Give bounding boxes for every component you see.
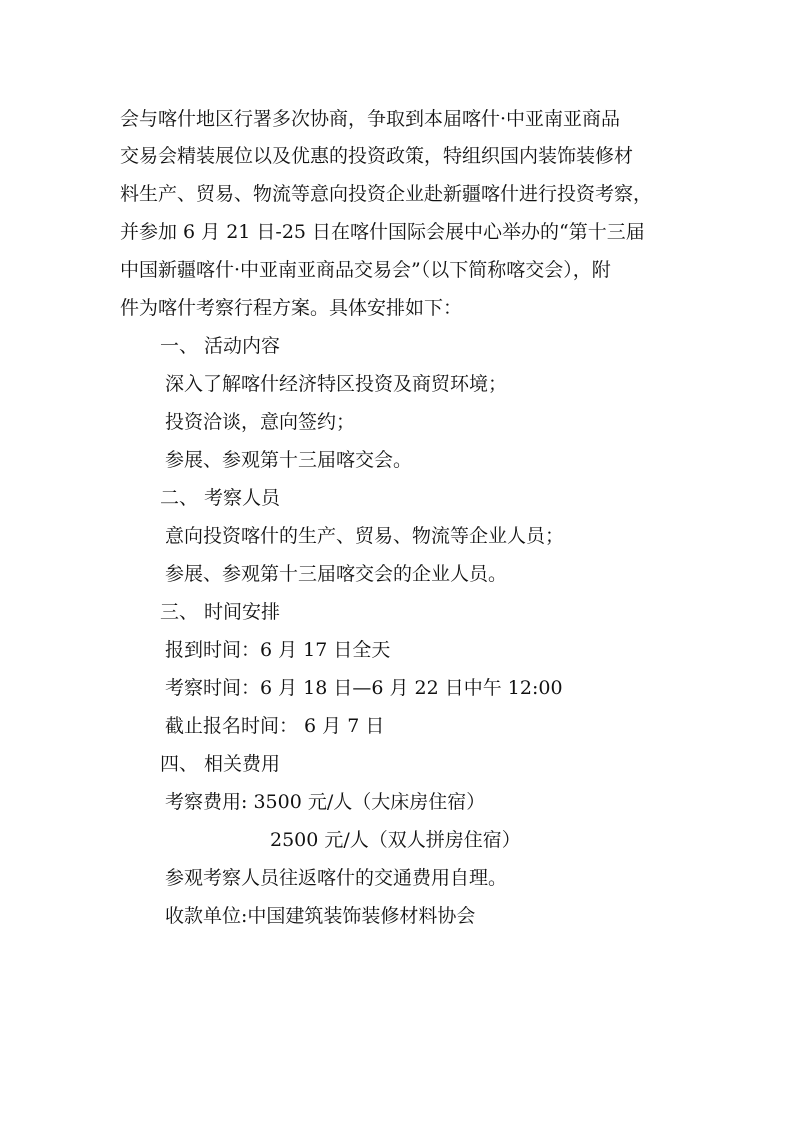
section-heading-activities: 一、 活动内容 — [160, 335, 281, 357]
list-item: 参观考察人员往返喀什的交通费用自理。 — [165, 867, 508, 889]
intro-line: 交易会精装展位以及优惠的投资政策，特组织国内装饰装修材 — [120, 145, 634, 167]
section-heading-participants: 二、 考察人员 — [160, 487, 281, 509]
list-item: 深入了解喀什经济特区投资及商贸环境； — [165, 373, 508, 395]
list-item: 投资洽谈，意向签约； — [165, 411, 356, 433]
list-item: 意向投资喀什的生产、贸易、物流等企业人员； — [165, 525, 565, 547]
section-heading-schedule: 三、 时间安排 — [160, 601, 281, 623]
list-item: 报到时间：6 月 17 日全天 — [165, 639, 391, 661]
intro-line: 并参加 6 月 21 日-25 日在喀什国际会展中心举办的“第十三届 — [120, 221, 645, 243]
list-item: 参展、参观第十三届喀交会。 — [165, 449, 413, 471]
intro-line: 件为喀什考察行程方案。具体安排如下： — [120, 297, 463, 319]
intro-line: 中国新疆喀什·中亚南亚商品交易会”（以下简称喀交会），附 — [120, 259, 611, 281]
list-item: 考察费用: 3500 元/人（大床房住宿） — [165, 791, 486, 813]
intro-line: 料生产、贸易、物流等意向投资企业赴新疆喀什进行投资考察， — [120, 183, 653, 205]
list-item: 截止报名时间： 6 月 7 日 — [165, 715, 385, 737]
section-heading-fees: 四、 相关费用 — [160, 753, 281, 775]
list-item-continuation: 2500 元/人（双人拼房住宿） — [270, 829, 521, 851]
list-item: 收款单位:中国建筑装饰装修材料协会 — [165, 905, 476, 927]
intro-line: 会与喀什地区行署多次协商，争取到本届喀什·中亚南亚商品 — [120, 108, 621, 130]
list-item: 参展、参观第十三届喀交会的企业人员。 — [165, 563, 508, 585]
list-item: 考察时间：6 月 18 日—6 月 22 日中午 12:00 — [165, 677, 563, 699]
